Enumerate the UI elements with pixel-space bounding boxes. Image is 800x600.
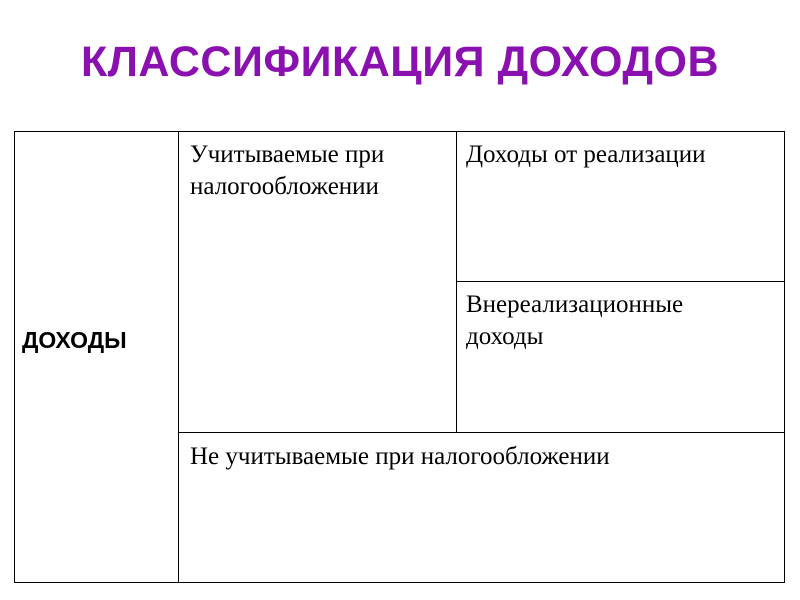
cell-taxable-income: Учитываемые при налогообложении (190, 141, 385, 200)
cell-sales-income: Доходы от реализации (466, 141, 706, 168)
cell-root-income: ДОХОДЫ (22, 327, 127, 353)
table-divider-root (178, 131, 179, 583)
table-divider-subtypes (456, 281, 785, 282)
table-divider-nontaxable (178, 432, 785, 433)
cell-non-operating-income: Внереализационные доходы (466, 291, 684, 350)
cell-non-taxable-income: Не учитываемые при налогообложении (190, 443, 610, 470)
table-divider-category (456, 131, 457, 433)
slide-title: КЛАССИФИКАЦИЯ ДОХОДОВ (80, 38, 719, 86)
